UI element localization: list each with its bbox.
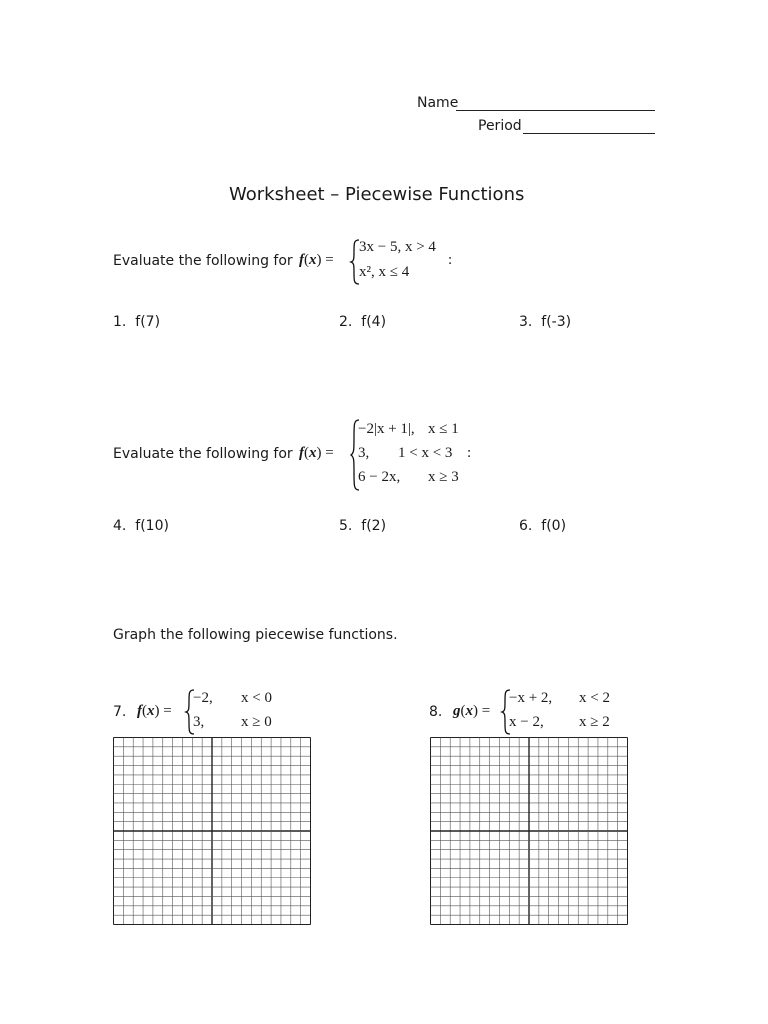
graph-7-fn: f(x) = <box>137 703 172 719</box>
section-1-case-1: 3x − 5, x > 4 <box>359 239 436 255</box>
problem-6 <box>519 518 566 534</box>
coordinate-grid-7[interactable] <box>113 737 311 925</box>
section-1-colon: : <box>448 252 453 268</box>
problem-expr: f(7) <box>135 314 161 330</box>
section-2-colon: : <box>467 445 472 461</box>
problem-expr: f(10) <box>135 518 169 534</box>
section-2-case-1-expr: −2|x + 1|, <box>358 421 415 437</box>
section-2-case-1-cond: x ≤ 1 <box>428 421 459 437</box>
problem-number: 1. <box>113 314 127 330</box>
problem-expr: f(-3) <box>541 314 572 330</box>
period-label: Period <box>478 118 522 134</box>
section-1-case-2: x², x ≤ 4 <box>359 264 410 280</box>
problem-number: 6. <box>519 518 533 534</box>
fn-var: x <box>147 703 155 719</box>
graph-8-case-2-cond: x ≥ 2 <box>579 714 610 730</box>
fn-name: f <box>299 445 304 461</box>
problem-number: 3. <box>519 314 533 330</box>
problem-3 <box>519 314 571 330</box>
graph-7-case-1-cond: x < 0 <box>241 690 272 706</box>
problem-2 <box>339 314 386 330</box>
name-field[interactable] <box>456 96 655 111</box>
problem-number: 2. <box>339 314 353 330</box>
problem-1 <box>113 314 160 330</box>
graph-7-case-1-expr: −2, <box>193 690 213 706</box>
period-field[interactable] <box>523 119 655 134</box>
fn-var: x <box>309 445 317 461</box>
fn-name: f <box>299 252 304 268</box>
graph-8-number: 8. <box>429 704 443 720</box>
graph-8-case-1-expr: −x + 2, <box>509 690 553 706</box>
graph-7-number: 7. <box>113 704 127 720</box>
problem-expr: f(4) <box>361 314 387 330</box>
section-2-intro: Evaluate the following for <box>113 446 293 462</box>
name-label: Name <box>417 95 459 111</box>
graph-8-case-2-expr: x − 2, <box>509 714 544 730</box>
graph-8-fn: g(x) = <box>453 703 491 719</box>
section-1-fn: f(x) = <box>299 252 334 268</box>
graph-7-case-2-cond: x ≥ 0 <box>241 714 272 730</box>
section-2-case-3-cond: x ≥ 3 <box>428 469 459 485</box>
problem-expr: f(2) <box>361 518 387 534</box>
problem-number: 4. <box>113 518 127 534</box>
fn-var: x <box>309 252 317 268</box>
problem-expr: f(0) <box>541 518 567 534</box>
page-title: Worksheet – Piecewise Functions <box>229 184 525 205</box>
graph-8-case-1-cond: x < 2 <box>579 690 610 706</box>
coordinate-grid-8[interactable] <box>430 737 628 925</box>
fn-var: x <box>465 703 473 719</box>
fn-name: g <box>453 703 461 719</box>
graph-instruction: Graph the following piecewise functions. <box>113 627 398 643</box>
section-2-fn: f(x) = <box>299 445 334 461</box>
problem-4 <box>113 518 169 534</box>
problem-number: 5. <box>339 518 353 534</box>
section-2-case-3-expr: 6 − 2x, <box>358 469 401 485</box>
section-2-case-2-cond: 1 < x < 3 <box>398 445 453 461</box>
graph-7-case-2-expr: 3, <box>193 714 205 730</box>
section-2-case-2-expr: 3, <box>358 445 370 461</box>
section-1-intro: Evaluate the following for <box>113 253 293 269</box>
fn-name: f <box>137 703 142 719</box>
problem-5 <box>339 518 386 534</box>
